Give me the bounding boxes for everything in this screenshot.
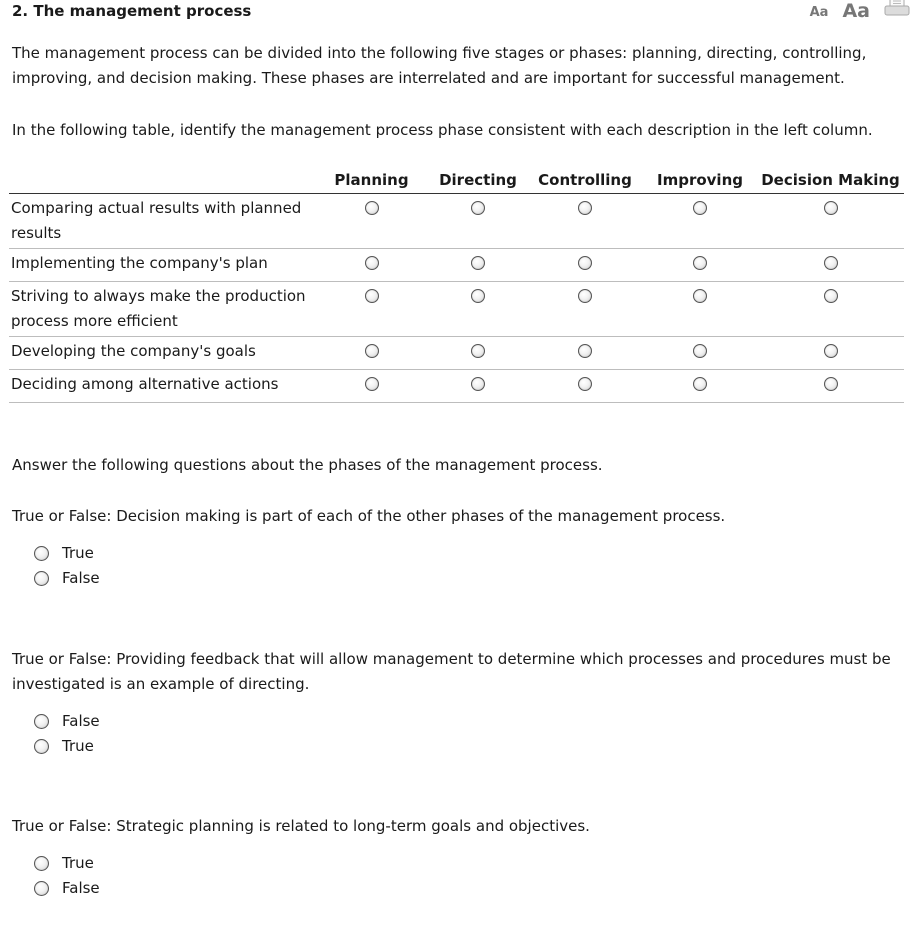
option-label: False	[62, 712, 100, 730]
option-label: False	[62, 569, 100, 587]
radio-controlling[interactable]	[578, 289, 592, 303]
radio-planning[interactable]	[365, 289, 379, 303]
radio-improving[interactable]	[693, 256, 707, 270]
radio-decision-making[interactable]	[824, 344, 838, 358]
decrease-font-button[interactable]: Aa	[809, 5, 829, 20]
radio-controlling[interactable]	[578, 344, 592, 358]
table-header-row	[9, 167, 904, 194]
increase-font-button[interactable]: Aa	[842, 0, 870, 22]
radio-improving[interactable]	[693, 289, 707, 303]
option-label: True	[62, 544, 94, 562]
option-label: True	[62, 737, 94, 755]
question-3-option[interactable]	[34, 851, 94, 876]
radio-directing[interactable]	[471, 377, 485, 391]
radio-button[interactable]	[34, 739, 49, 754]
question-3-option[interactable]	[34, 876, 100, 901]
question-2-option[interactable]	[34, 709, 100, 734]
option-label: False	[62, 879, 100, 897]
table-row	[9, 337, 904, 370]
question-title: 2. The management process	[12, 2, 252, 20]
question-1-option[interactable]	[34, 541, 94, 566]
question-3-text: True or False: Strategic planning is related to long-term goals and objectives.	[12, 817, 590, 835]
radio-controlling[interactable]	[578, 377, 592, 391]
table-row	[9, 249, 904, 282]
radio-improving[interactable]	[693, 344, 707, 358]
table-instructions: In the following table, identify the management process phase consistent with each description in the left column.	[12, 121, 873, 139]
column-header-planning: Planning	[314, 167, 429, 194]
intro-paragraph: The management process can be divided into the following five stages or phases: planning, directing, controlling, improving, and decision making. These phases are interrelated and are important for successful management.	[12, 44, 867, 87]
radio-decision-making[interactable]	[824, 289, 838, 303]
row-description: Implementing the company's plan	[9, 249, 314, 282]
radio-button[interactable]	[34, 856, 49, 871]
font-size-controls	[810, 0, 910, 22]
radio-controlling[interactable]	[578, 256, 592, 270]
radio-improving[interactable]	[693, 377, 707, 391]
table-row	[9, 370, 904, 403]
radio-directing[interactable]	[471, 201, 485, 215]
column-header-controlling: Controlling	[527, 167, 643, 194]
radio-directing[interactable]	[471, 256, 485, 270]
radio-button[interactable]	[34, 571, 49, 586]
radio-decision-making[interactable]	[824, 256, 838, 270]
radio-planning[interactable]	[365, 377, 379, 391]
table-row	[9, 194, 904, 249]
radio-controlling[interactable]	[578, 201, 592, 215]
question-1-text: True or False: Decision making is part of each of the other phases of the management process.	[12, 507, 726, 525]
table-row	[9, 282, 904, 337]
question-2-text: True or False: Providing feedback that will allow management to determine which processes and procedures must be investigated is an example of directing.	[12, 650, 891, 693]
option-label: True	[62, 854, 94, 872]
radio-planning[interactable]	[365, 256, 379, 270]
row-description: Developing the company's goals	[9, 337, 314, 370]
radio-directing[interactable]	[471, 344, 485, 358]
questions-intro: Answer the following questions about the phases of the management process.	[12, 456, 603, 474]
print-icon[interactable]	[884, 0, 910, 16]
row-description: Comparing actual results with planned results	[9, 194, 314, 249]
radio-button[interactable]	[34, 546, 49, 561]
radio-decision-making[interactable]	[824, 377, 838, 391]
radio-button[interactable]	[34, 714, 49, 729]
question-2-option[interactable]	[34, 734, 94, 759]
row-description: Striving to always make the production process more efficient	[9, 282, 314, 337]
row-description: Deciding among alternative actions	[9, 370, 314, 403]
column-header-description	[9, 167, 314, 194]
radio-planning[interactable]	[365, 201, 379, 215]
radio-button[interactable]	[34, 881, 49, 896]
phase-matrix-table	[9, 167, 904, 403]
question-1-option[interactable]	[34, 566, 100, 591]
column-header-decision-making: Decision Making	[757, 167, 904, 194]
column-header-improving: Improving	[643, 167, 757, 194]
column-header-directing: Directing	[429, 167, 527, 194]
radio-improving[interactable]	[693, 201, 707, 215]
radio-planning[interactable]	[365, 344, 379, 358]
radio-decision-making[interactable]	[824, 201, 838, 215]
radio-directing[interactable]	[471, 289, 485, 303]
